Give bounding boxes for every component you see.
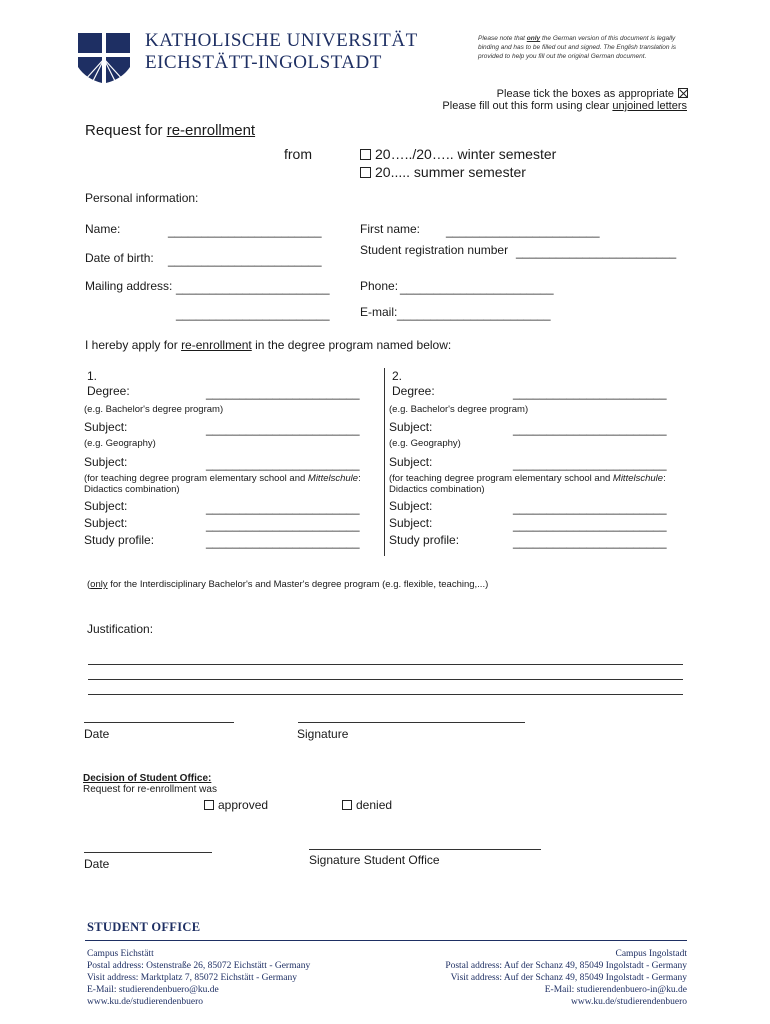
university-name-line1: KATHOLISCHE UNIVERSITÄT: [145, 30, 418, 51]
program-1-subject-label: Subject:: [84, 420, 128, 434]
column-divider: [384, 368, 385, 556]
program-1-subject-field-3[interactable]: _______________________: [206, 501, 360, 515]
email-field[interactable]: _______________________: [397, 307, 551, 321]
checkbox-icon[interactable]: [342, 800, 352, 810]
mailing-address-label: Mailing address:: [85, 279, 173, 293]
program-2-subject-field-4[interactable]: _______________________: [513, 518, 667, 532]
program-2-degree-label: Degree:: [392, 384, 435, 398]
office-signature-label: Signature Student Office: [309, 853, 440, 867]
checkbox-icon[interactable]: [360, 149, 371, 160]
office-date-label: Date: [84, 857, 110, 871]
program-1-subject-field-4[interactable]: _______________________: [206, 518, 360, 532]
program-2-subject-hint: (e.g. Geography): [389, 438, 461, 449]
footer-right: Campus Ingolstadt Postal address: Auf der Schanz 49, 85049 Ingolstadt - Germany Visit address: Auf der Schanz 49, 85049 Ingolstadt - Germany E-Mail: studierendenbuero-in@ku.de www.ku.de/studierendenbuero: [445, 949, 687, 1007]
program-1-degree-hint: (e.g. Bachelor's degree program): [84, 404, 224, 415]
legal-note: Please note that only the German version of this document is legally binding and has to be filled out and signed. The English translation is provided to help you fill out the original German document.: [478, 35, 677, 60]
program-1-number: 1.: [87, 369, 98, 383]
email-label: E-mail:: [360, 305, 398, 319]
mailing-address-field[interactable]: _______________________: [176, 281, 330, 295]
date-label: Date: [84, 727, 110, 741]
program-2-subject-field[interactable]: _______________________: [513, 422, 667, 436]
tick-instruction: Please tick the boxes as appropriate: [497, 88, 688, 100]
justification-line-3[interactable]: [88, 694, 683, 695]
program-1-subject-hint: (e.g. Geography): [84, 438, 156, 449]
university-name-line2: EICHSTÄTT-INGOLSTADT: [145, 52, 382, 73]
program-2-degree-hint: (e.g. Bachelor's degree program): [389, 404, 529, 415]
signature-line[interactable]: [298, 722, 525, 723]
office-signature-line[interactable]: [309, 849, 541, 850]
program-2-subject-field-2[interactable]: _______________________: [513, 457, 667, 471]
from-label: from: [284, 146, 312, 162]
student-reg-label: Student registration number: [360, 243, 509, 257]
dob-label: Date of birth:: [85, 251, 154, 265]
student-reg-field[interactable]: ________________________: [516, 245, 677, 259]
program-2-subject-label-4: Subject:: [389, 516, 433, 530]
signature-label: Signature: [297, 727, 349, 741]
program-1-teaching-hint: (for teaching degree program elementary school and Mittelschule: Didactics combination): [84, 473, 361, 495]
checkbox-icon[interactable]: [360, 167, 371, 178]
apply-statement: I hereby apply for re-enrollment in the degree program named below:: [85, 338, 452, 352]
mailing-address-field-2[interactable]: _______________________: [176, 307, 330, 321]
first-name-field[interactable]: _______________________: [446, 224, 600, 238]
approved-option[interactable]: approved: [204, 798, 268, 812]
program-1-degree-field[interactable]: _______________________: [206, 386, 360, 400]
checkbox-icon[interactable]: [204, 800, 214, 810]
program-2-degree-field[interactable]: _______________________: [513, 386, 667, 400]
justification-line-1[interactable]: [88, 664, 683, 665]
winter-semester-option[interactable]: 20…../20….. winter semester: [360, 146, 556, 162]
footer-heading: STUDENT OFFICE: [87, 920, 201, 934]
university-logo-icon: [78, 33, 134, 83]
program-1-subject-label-4: Subject:: [84, 516, 128, 530]
justification-line-2[interactable]: [88, 679, 683, 680]
personal-info-heading: Personal information:: [85, 191, 199, 205]
office-date-line[interactable]: [84, 852, 212, 853]
footer-left: Campus Eichstätt Postal address: Ostenstraße 26, 85072 Eichstätt - Germany Visit address: Marktplatz 7, 85072 Eichstätt - Germany E-Mail: studierendenbuero@ku.de www.ku.de/studierendenbuero: [87, 949, 311, 1007]
program-1-subject-field[interactable]: _______________________: [206, 422, 360, 436]
program-2-subject-label-3: Subject:: [389, 499, 433, 513]
name-field[interactable]: _______________________: [168, 224, 322, 238]
dob-field[interactable]: _______________________: [168, 253, 322, 267]
program-1-subject-field-2[interactable]: _______________________: [206, 457, 360, 471]
name-label: Name:: [85, 222, 121, 236]
form-title: Request for re-enrollment: [85, 122, 256, 139]
summer-semester-option[interactable]: 20..... summer semester: [360, 164, 526, 180]
checked-box-icon: [678, 88, 688, 98]
denied-option[interactable]: denied: [342, 798, 392, 812]
request-was-text: Request for re-enrollment was: [83, 784, 217, 795]
program-2-subject-label-2: Subject:: [389, 455, 433, 469]
decision-heading: Decision of Student Office:: [83, 773, 212, 784]
program-1-subject-label-2: Subject:: [84, 455, 128, 469]
program-2-number: 2.: [392, 369, 403, 383]
program-2-study-profile-field[interactable]: _______________________: [513, 535, 667, 549]
footer-rule: [85, 940, 687, 941]
program-1-study-profile-label: Study profile:: [84, 533, 155, 547]
phone-label: Phone:: [360, 279, 399, 293]
justification-label: Justification:: [87, 622, 154, 636]
program-1-subject-label-3: Subject:: [84, 499, 128, 513]
first-name-label: First name:: [360, 222, 421, 236]
fill-instruction: Please fill out this form using clear unjoined letters: [442, 100, 687, 112]
program-2-teaching-hint: (for teaching degree program elementary school and Mittelschule: Didactics combination): [389, 473, 666, 495]
program-2-subject-label: Subject:: [389, 420, 433, 434]
program-2-subject-field-3[interactable]: _______________________: [513, 501, 667, 515]
phone-field[interactable]: _______________________: [400, 281, 554, 295]
program-2-study-profile-label: Study profile:: [389, 533, 460, 547]
program-1-degree-label: Degree:: [87, 384, 130, 398]
date-line[interactable]: [84, 722, 234, 723]
program-1-study-profile-field[interactable]: _______________________: [206, 535, 360, 549]
study-profile-footnote: (only for the Interdisciplinary Bachelor's and Master's degree program (e.g. flexible, teaching,...): [87, 579, 489, 590]
